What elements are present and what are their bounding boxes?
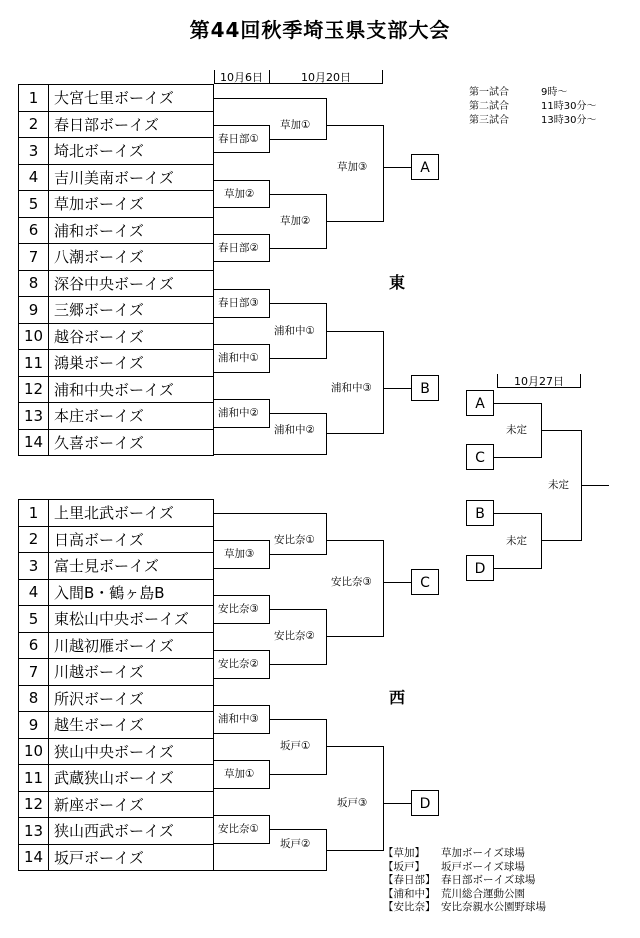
seed-number: 3 xyxy=(19,138,49,165)
table-row xyxy=(19,818,214,845)
final-slot-a: A xyxy=(466,390,494,416)
bracket-slot-b: B xyxy=(411,375,439,401)
seed-number: 5 xyxy=(19,191,49,218)
schedule-label: 第二試合 xyxy=(469,101,509,112)
team-name: 所沢ボーイズ xyxy=(49,685,214,712)
seed-number: 9 xyxy=(19,297,49,324)
team-name: 狭山中央ボーイズ xyxy=(49,738,214,765)
schedule-time: 13時30分～ xyxy=(541,115,597,126)
team-name: 新座ボーイズ xyxy=(49,791,214,818)
legend-row xyxy=(383,847,546,861)
team-name: 埼北ボーイズ xyxy=(49,138,214,165)
seed-number: 13 xyxy=(19,818,49,845)
seed-number: 6 xyxy=(19,217,49,244)
date-header-oct20: 10月20日 xyxy=(301,71,351,84)
match-label: 坂戸① xyxy=(280,740,311,752)
table-row xyxy=(19,164,214,191)
seed-number: 6 xyxy=(19,632,49,659)
match-label: 浦和中③ xyxy=(331,382,372,394)
seed-number: 1 xyxy=(19,500,49,527)
match-label: 浦和中② xyxy=(274,424,315,436)
table-row xyxy=(19,85,214,112)
match-label: 春日部① xyxy=(218,133,259,145)
match-label: 安比奈② xyxy=(218,658,259,670)
seed-number: 1 xyxy=(19,85,49,112)
seed-number: 3 xyxy=(19,553,49,580)
date-header-oct6: 10月6日 xyxy=(220,71,263,84)
table-row xyxy=(19,553,214,580)
table-row xyxy=(19,350,214,377)
team-name: 上里北武ボーイズ xyxy=(49,500,214,527)
legend-key: 【坂戸】 xyxy=(383,860,425,873)
seed-number: 11 xyxy=(19,765,49,792)
seed-number: 4 xyxy=(19,164,49,191)
seed-number: 10 xyxy=(19,323,49,350)
table-row xyxy=(19,429,214,456)
table-row xyxy=(19,765,214,792)
table-row xyxy=(19,738,214,765)
team-name: 日高ボーイズ xyxy=(49,526,214,553)
team-name: 浦和ボーイズ xyxy=(49,217,214,244)
match-label: 浦和中③ xyxy=(218,713,259,725)
table-row xyxy=(19,659,214,686)
table-row xyxy=(19,297,214,324)
match-label: 安比奈① xyxy=(274,534,315,546)
team-name: 吉川美南ボーイズ xyxy=(49,164,214,191)
legend-key: 【浦和中】 xyxy=(383,887,436,900)
final-slot-b: B xyxy=(466,500,494,526)
match-label: 草加② xyxy=(224,188,255,200)
match-label: 安比奈③ xyxy=(218,603,259,615)
legend-row xyxy=(383,888,546,902)
page-title: 第44回秋季埼玉県支部大会 xyxy=(189,18,451,42)
final-slot-d: D xyxy=(466,555,494,581)
match-label: 草加② xyxy=(280,215,311,227)
match-label: 浦和中② xyxy=(218,407,259,419)
bracket-slot-d: D xyxy=(411,790,439,816)
legend-value: 安比奈親水公園野球場 xyxy=(441,901,546,913)
match-label: 安比奈③ xyxy=(331,576,372,588)
match-label: 草加① xyxy=(224,768,255,780)
semifinal-label: 未定 xyxy=(506,535,527,547)
legend-row xyxy=(383,901,546,915)
team-name: 鴻巣ボーイズ xyxy=(49,350,214,377)
table-row xyxy=(19,526,214,553)
team-name: 浦和中央ボーイズ xyxy=(49,376,214,403)
team-name: 富士見ボーイズ xyxy=(49,553,214,580)
match-label: 春日部② xyxy=(218,242,259,254)
seed-number: 10 xyxy=(19,738,49,765)
seed-number: 12 xyxy=(19,791,49,818)
team-name: 本庄ボーイズ xyxy=(49,403,214,430)
legend-value: 坂戸ボーイズ球場 xyxy=(441,860,525,873)
legend-value: 草加ボーイズ球場 xyxy=(441,847,525,859)
schedule-time: 11時30分～ xyxy=(541,101,597,112)
seed-number: 7 xyxy=(19,244,49,271)
legend-key: 【草加】 xyxy=(383,847,425,859)
team-name: 久喜ボーイズ xyxy=(49,429,214,456)
table-row xyxy=(19,606,214,633)
match-label: 春日部③ xyxy=(218,297,259,309)
table-row xyxy=(19,712,214,739)
seed-number: 13 xyxy=(19,403,49,430)
table-row xyxy=(19,579,214,606)
seed-number: 11 xyxy=(19,350,49,377)
match-label: 浦和中① xyxy=(218,352,259,364)
bracket-slot-a: A xyxy=(411,154,439,180)
table-row xyxy=(19,403,214,430)
semifinal-label: 未定 xyxy=(506,424,527,436)
seed-number: 14 xyxy=(19,844,49,871)
legend-row xyxy=(383,874,546,888)
seed-number: 7 xyxy=(19,659,49,686)
team-name: 春日部ボーイズ xyxy=(49,111,214,138)
legend-value: 春日部ボーイズ球場 xyxy=(441,874,536,886)
team-name: 武蔵狭山ボーイズ xyxy=(49,765,214,792)
table-row xyxy=(19,791,214,818)
table-row xyxy=(19,685,214,712)
seed-number: 8 xyxy=(19,270,49,297)
table-row xyxy=(19,500,214,527)
team-name: 狭山西武ボーイズ xyxy=(49,818,214,845)
seed-number: 4 xyxy=(19,579,49,606)
team-name: 草加ボーイズ xyxy=(49,191,214,218)
team-name: 入間B・鶴ヶ島B xyxy=(49,579,214,606)
legend-value: 荒川総合運動公園 xyxy=(441,887,525,900)
table-row xyxy=(19,323,214,350)
team-name: 坂戸ボーイズ xyxy=(49,844,214,871)
seed-number: 2 xyxy=(19,526,49,553)
table-row xyxy=(19,244,214,271)
table-row xyxy=(19,191,214,218)
legend-row xyxy=(383,861,546,875)
team-name: 深谷中央ボーイズ xyxy=(49,270,214,297)
table-row xyxy=(19,111,214,138)
table-row xyxy=(19,217,214,244)
final-slot-c: C xyxy=(466,444,494,470)
match-label: 坂戸② xyxy=(280,838,311,850)
team-name: 越谷ボーイズ xyxy=(49,323,214,350)
schedule-label: 第一試合 xyxy=(469,87,509,98)
team-name: 大宮七里ボーイズ xyxy=(49,85,214,112)
schedule-label: 第三試合 xyxy=(469,115,509,126)
east-team-table xyxy=(18,84,214,456)
legend-key: 【春日部】 xyxy=(383,874,436,886)
west-region-label: 西 xyxy=(389,688,406,707)
table-row xyxy=(19,270,214,297)
table-row xyxy=(19,138,214,165)
seed-number: 8 xyxy=(19,685,49,712)
match-label: 草加③ xyxy=(224,548,255,560)
team-name: 東松山中央ボーイズ xyxy=(49,606,214,633)
match-label: 草加③ xyxy=(337,161,368,173)
team-name: 川越ボーイズ xyxy=(49,659,214,686)
match-label: 安比奈① xyxy=(218,823,259,835)
bracket-slot-c: C xyxy=(411,569,439,595)
team-name: 八潮ボーイズ xyxy=(49,244,214,271)
east-region-label: 東 xyxy=(389,273,406,292)
team-name: 越生ボーイズ xyxy=(49,712,214,739)
seed-number: 12 xyxy=(19,376,49,403)
final-label: 未定 xyxy=(548,479,569,491)
team-name: 川越初雁ボーイズ xyxy=(49,632,214,659)
table-row xyxy=(19,632,214,659)
match-label: 安比奈② xyxy=(274,630,315,642)
schedule-time: 9時～ xyxy=(541,87,568,98)
table-row xyxy=(19,844,214,871)
west-team-table xyxy=(18,499,214,871)
table-row xyxy=(19,376,214,403)
seed-number: 9 xyxy=(19,712,49,739)
team-name: 三郷ボーイズ xyxy=(49,297,214,324)
seed-number: 2 xyxy=(19,111,49,138)
date-header-oct27: 10月27日 xyxy=(514,375,564,388)
seed-number: 5 xyxy=(19,606,49,633)
legend-key: 【安比奈】 xyxy=(383,901,436,913)
venue-legend xyxy=(383,847,546,915)
match-label: 坂戸③ xyxy=(337,797,368,809)
match-label: 草加① xyxy=(280,119,311,131)
match-label: 浦和中① xyxy=(274,325,315,337)
seed-number: 14 xyxy=(19,429,49,456)
